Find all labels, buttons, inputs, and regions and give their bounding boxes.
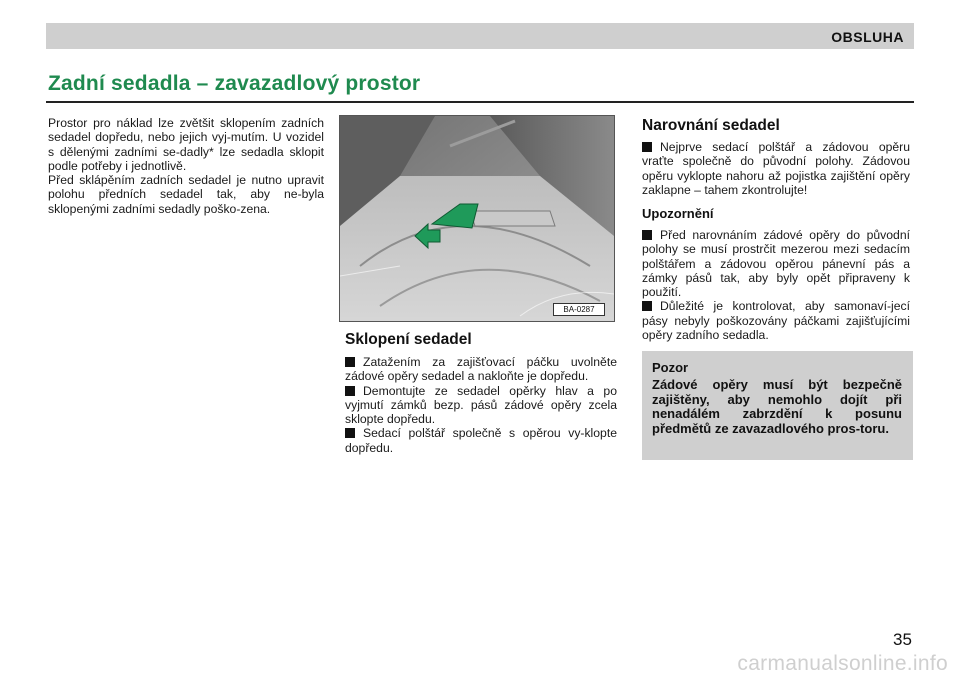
warning-title: Pozor xyxy=(652,360,689,375)
page-number: 35 xyxy=(893,630,912,649)
seat-release-illustration xyxy=(339,115,615,322)
list-item: Důležité je kontrolovat, aby samonaví-jecí pásy nebyly poškozovány páčkami zajišťujícími opěry zadního sedadla. xyxy=(642,299,910,343)
list-item: Nejprve sedací polštář a zádovou opěru vraťte společně do původní polohy. Zádovou opěru vyklopte nahoru až pojistka zajištění opěry zaklapne – tahem zkontrolujte! xyxy=(642,140,910,197)
list-item: Demontujte ze sedadel opěrky hlav a po vyjmutí zámků bezp. pásů zádové opěry zcela sklopte dopředu. xyxy=(345,383,617,427)
intro-text xyxy=(48,116,324,216)
warning-text: Zádové opěry musí být bezpečně zajištěny, aby nemohlo dojít při nenadálém zabrzdění k posunu předmětů ze zavazadlového pros-toru. xyxy=(652,377,902,436)
sklopeni-list xyxy=(345,355,617,455)
section-heading-upozorneni: Upozornění xyxy=(642,206,714,221)
section-heading-narovnani: Narovnání sedadel xyxy=(642,117,780,134)
title-rule xyxy=(46,101,914,103)
warning-box xyxy=(642,351,913,460)
figure-label: BA-0287 xyxy=(553,303,605,316)
section-heading-sklopeni: Sklopení sedadel xyxy=(345,331,472,348)
intro-paragraph: Prostor pro náklad lze zvětšit sklopením zadních sedadel dopředu, nebo jejich vyj-mutím. U vozidel s dělenými zadními se-dadly* lze sedadla sklopit podle potřeby i jednotlivě. xyxy=(48,116,324,173)
seat-release-drawing xyxy=(340,116,614,321)
list-item: Sedací polštář společně s opěrou vy-klopte dopředu. xyxy=(345,426,617,455)
list-item: Zatažením za zajišťovací páčku uvolněte zádové opěry sedadel a nakloňte je dopředu. xyxy=(345,355,617,384)
page-title: Zadní sedadla – zavazadlový prostor xyxy=(48,72,421,95)
intro-paragraph: Před sklápěním zadních sedadel je nutno upravit polohu předních sedadel tak, aby ne-byla sklopenými zadními sedadly poško-zena. xyxy=(48,173,324,216)
watermark: carmanualsonline.info xyxy=(737,652,948,675)
section-label: OBSLUHA xyxy=(831,29,904,45)
header-bar xyxy=(46,23,914,49)
narovnani-list xyxy=(642,140,910,197)
list-item: Před narovnáním zádové opěry do původní polohy se musí prostrčit mezerou mezi sedacím polštářem a zádovou opěrou pánevní pás a zámky pásů tak, aby byly opět připraveny k použití. xyxy=(642,228,910,300)
upozorneni-list xyxy=(642,228,910,342)
